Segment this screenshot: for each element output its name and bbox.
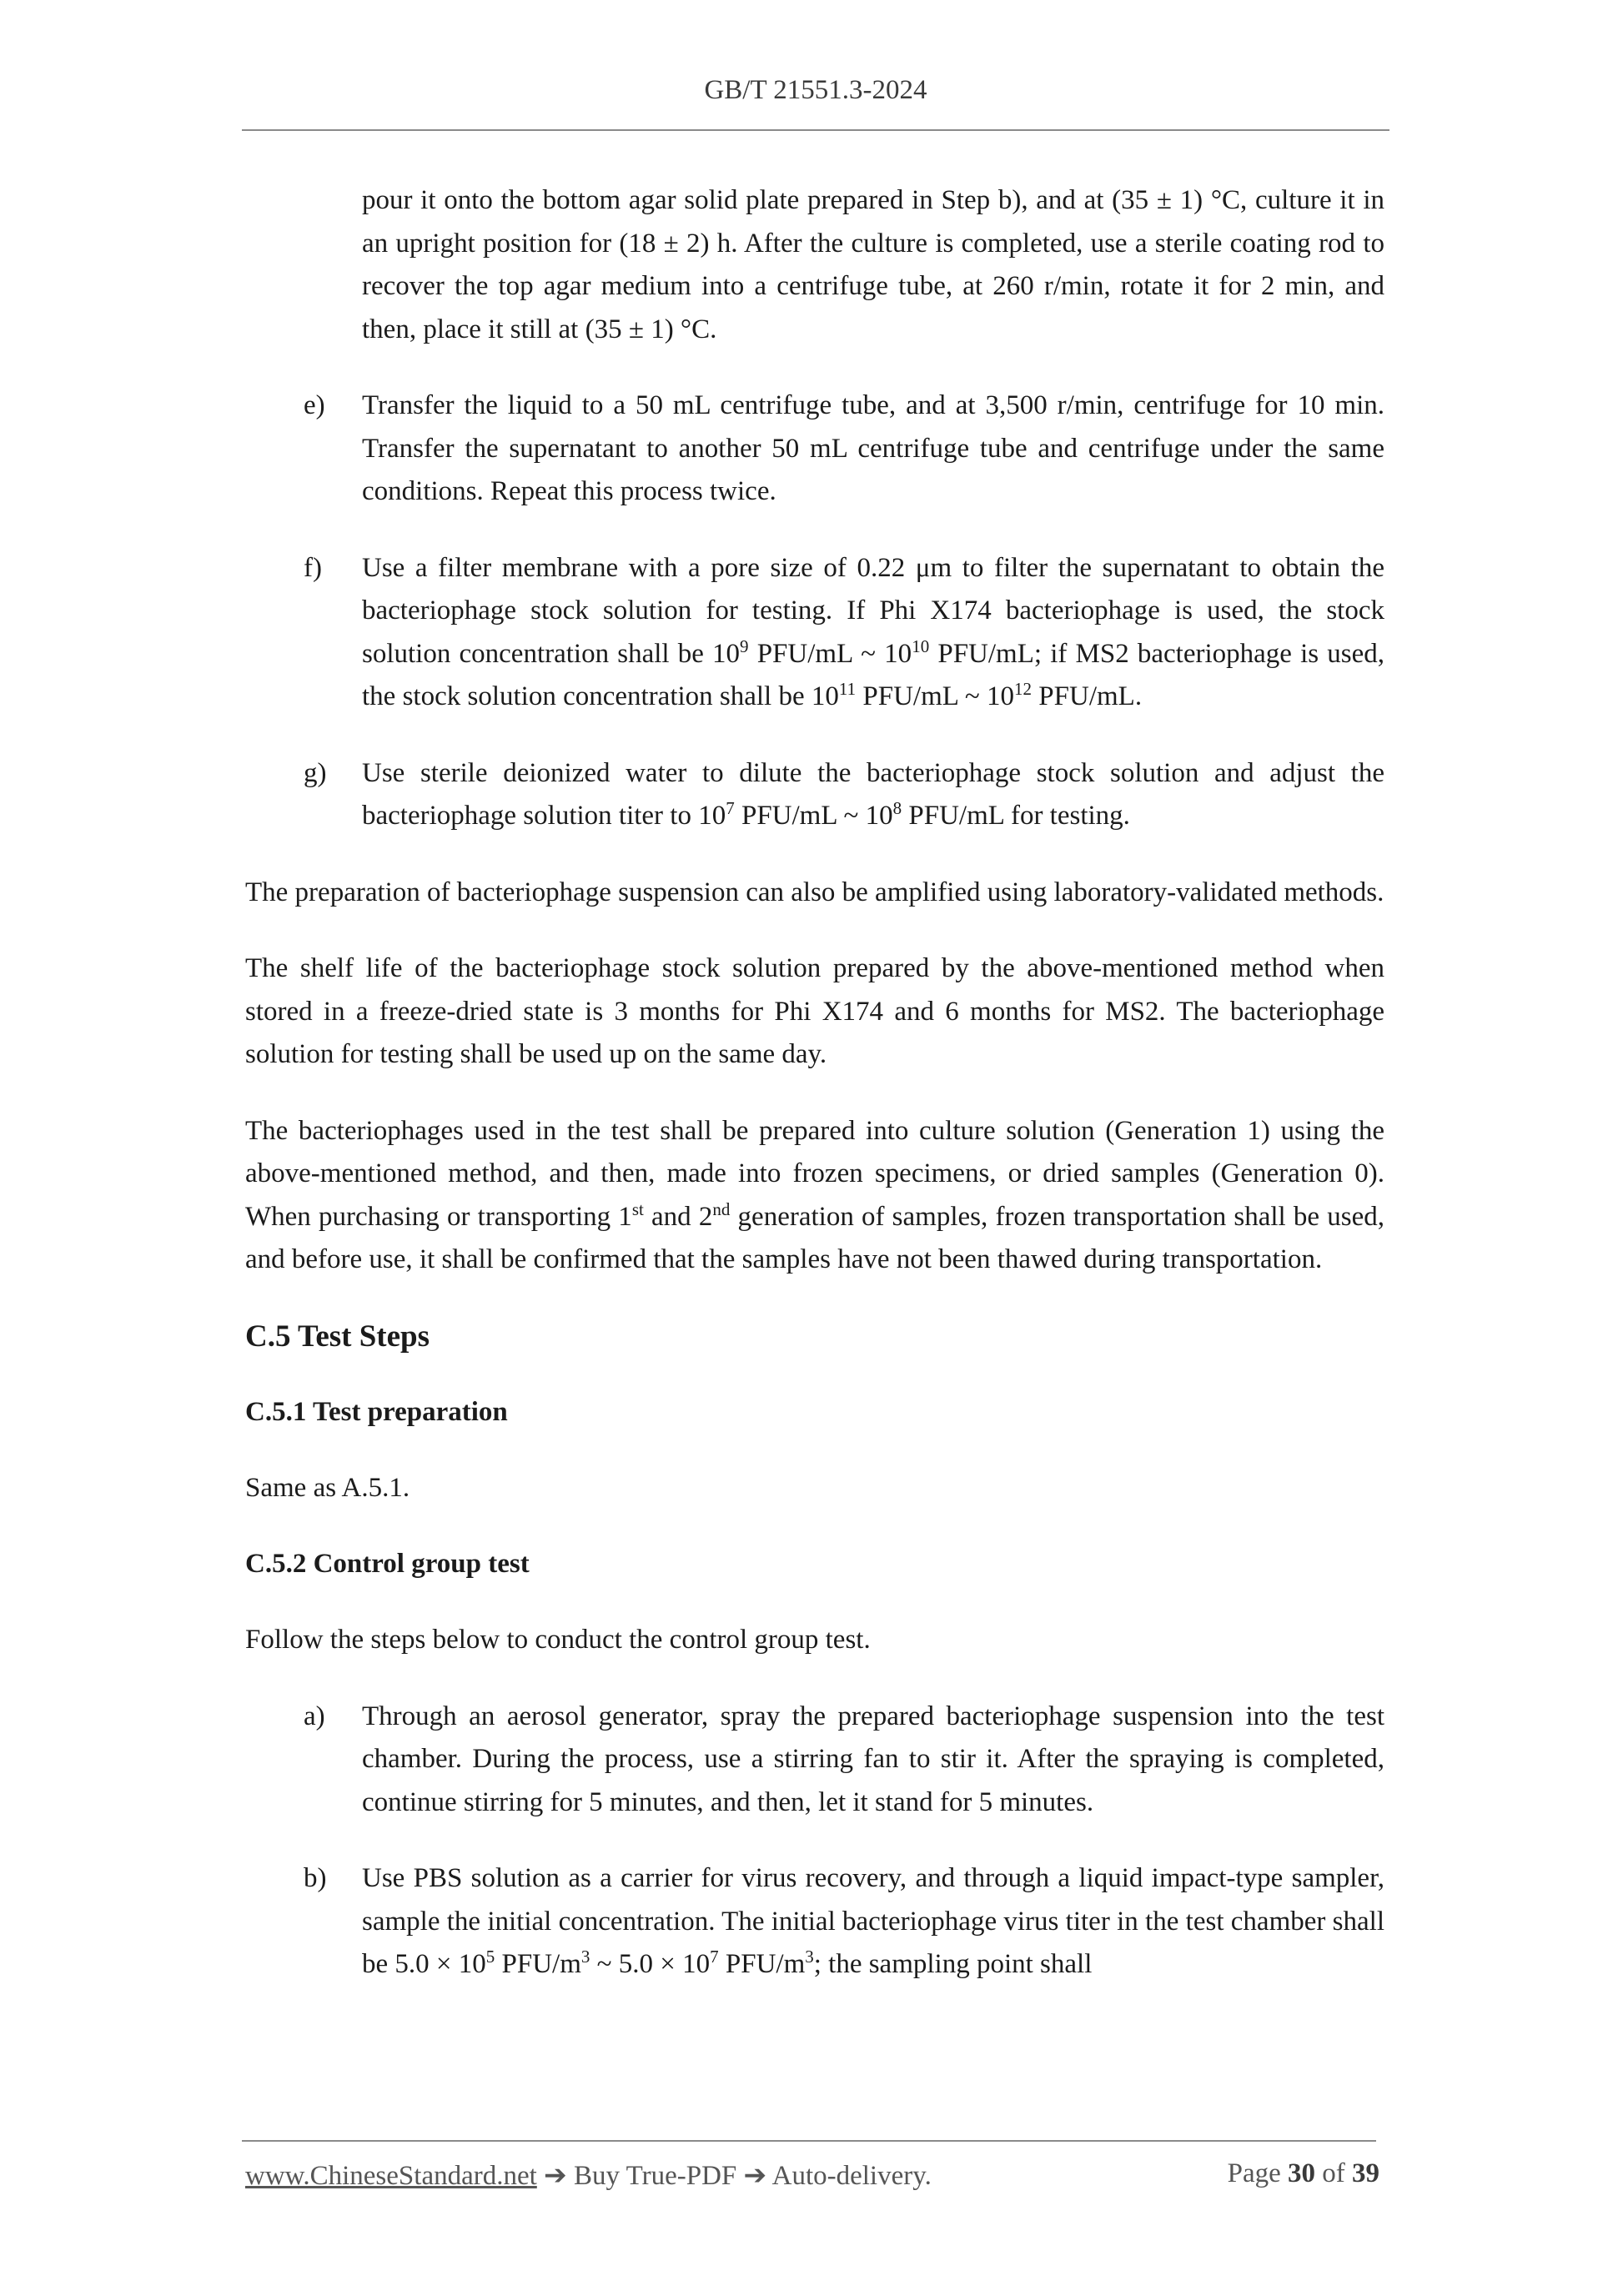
paragraph: Follow the steps below to conduct the control group test. xyxy=(245,1625,871,1655)
superscript: 8 xyxy=(892,798,902,818)
paragraph-text: Through an aerosol generator, spray the prepared bacteriophage suspension into the test chamber. During the process, use a stirring fan to stir it. After the spraying is completed, continue stirring for 5 minutes, and then, let it stand for 5 minutes. xyxy=(362,1701,1384,1817)
list-marker: g) xyxy=(304,757,327,788)
paragraph: The preparation of bacteriophage suspension can also be amplified using laboratory-validated methods. xyxy=(245,877,1384,907)
text-run: ~ 5.0 × 10 xyxy=(590,1949,711,1979)
arrow-right-icon: ➔ xyxy=(743,2161,767,2191)
page-number: 30 xyxy=(1288,2158,1315,2188)
text-run: PFU/mL ~ 10 xyxy=(734,801,893,831)
text-run: PFU/mL for testing. xyxy=(902,801,1130,831)
text-run: ; the sampling point shall xyxy=(813,1949,1093,1979)
arrow-right-icon: ➔ xyxy=(544,2161,567,2191)
list-item-g xyxy=(245,752,1384,838)
text-run: and 2 xyxy=(643,1201,713,1232)
text-run: generation of samples, frozen transportation shall be used, and before use, it shall be confirmed that the samples have not been thawed during transportation. xyxy=(245,1201,1384,1274)
paragraph: Same as A.5.1. xyxy=(245,1472,410,1503)
section-heading: C.5 Test Steps xyxy=(245,1319,430,1354)
paragraph: The shelf life of the bacteriophage stock solution prepared by the above-mentioned method when stored in a freeze-dried state is 3 months for Phi X174 and 6 months for MS2. The bacteriophage solution for testing shall be used up on the same day. xyxy=(245,953,1384,1069)
paragraph xyxy=(245,1110,1384,1282)
page-footer xyxy=(245,2158,1379,2192)
buy-pdf-text: Buy True-PDF xyxy=(573,2161,737,2191)
site-link[interactable]: www.ChineseStandard.net xyxy=(245,2161,537,2191)
list-marker: e) xyxy=(304,390,325,420)
superscript: 3 xyxy=(580,1947,590,1967)
subsection-heading: C.5.1 Test preparation xyxy=(245,1396,508,1427)
text-run: PFU/m xyxy=(718,1949,806,1979)
text-run: PFU/mL ~ 10 xyxy=(856,681,1015,711)
superscript: 10 xyxy=(912,636,930,656)
superscript: 5 xyxy=(485,1947,495,1967)
paragraph-text: Transfer the liquid to a 50 mL centrifuge tube, and at 3,500 r/min, centrifuge for 10 min. Transfer the supernatant to another 50 mL centrifuge tube and centrifuge under the same conditions. Repeat this process twice. xyxy=(362,390,1384,506)
page-label: Page xyxy=(1227,2158,1281,2188)
text-run: PFU/mL. xyxy=(1032,681,1143,711)
list-item-f xyxy=(245,547,1384,719)
text-run: PFU/mL; if MS2 bacteriophage is used, the stock solution concentration shall be 10 xyxy=(362,638,1384,711)
header-divider xyxy=(242,129,1389,131)
text-run: The bacteriophages used in the test shall be prepared into culture solution (Generation 1) using the above-mentioned method, and then, made into frozen specimens, or dried samples (Generation 0). When purchasing or transporting 1 xyxy=(245,1115,1384,1232)
text-run: Use PBS solution as a carrier for virus recovery, and through a liquid impact-type sampler, sample the initial concentration. The initial bacteriophage virus titer in the test chamber shall be 5.0 × 10 xyxy=(362,1863,1384,1979)
superscript: st xyxy=(631,1198,644,1219)
page-body xyxy=(245,179,1384,2020)
superscript: 7 xyxy=(710,1947,719,1967)
total-pages: 39 xyxy=(1352,2158,1379,2188)
superscript: 7 xyxy=(726,798,735,818)
text-run: PFU/mL ~ 10 xyxy=(748,638,912,669)
text-run: Use a filter membrane with a pore size of 0.22 μm to filter the supernatant to obtain the bacteriophage stock solution for testing. If Phi X174 bacteriophage is used, the stock solution concentration shall be 10 xyxy=(362,552,1384,669)
superscript: nd xyxy=(712,1198,731,1219)
text-run: Use sterile deionized water to dilute the bacteriophage stock solution and adjust the bacteriophage solution titer to 10 xyxy=(362,757,1384,831)
superscript: 9 xyxy=(740,636,749,656)
list-marker: b) xyxy=(304,1863,327,1893)
paragraph-text: pour it onto the bottom agar solid plate prepared in Step b), and at (35 ± 1) °C, culture it in an upright position for (18 ± 2) h. After the culture is completed, use a sterile coating rod to recover the top agar medium into a centrifuge tube, at 260 r/min, rotate it for 2 min, and then, place it still at (35 ± 1) °C. xyxy=(362,185,1384,344)
document-id: GB/T 21551.3-2024 xyxy=(704,75,927,105)
superscript: 12 xyxy=(1014,679,1033,699)
page-indicator xyxy=(1228,2158,1379,2189)
auto-delivery-text: Auto-delivery. xyxy=(771,2161,932,2191)
paragraph-text xyxy=(362,758,1384,831)
list-item-a xyxy=(245,1696,1384,1825)
paragraph-text xyxy=(362,1863,1384,1979)
subsection-heading: C.5.2 Control group test xyxy=(245,1549,530,1579)
list-marker: f) xyxy=(304,552,322,583)
list-marker: a) xyxy=(304,1701,325,1731)
superscript: 11 xyxy=(838,679,857,699)
list-item-b xyxy=(245,1857,1384,1987)
document-header xyxy=(242,75,1389,106)
footer-divider xyxy=(242,2140,1376,2142)
of-label: of xyxy=(1322,2158,1345,2188)
list-item-e xyxy=(245,384,1384,514)
superscript: 3 xyxy=(805,1947,814,1967)
paragraph-text xyxy=(362,553,1384,712)
list-item-d-continuation xyxy=(245,179,1384,351)
text-run: PFU/m xyxy=(495,1949,581,1979)
